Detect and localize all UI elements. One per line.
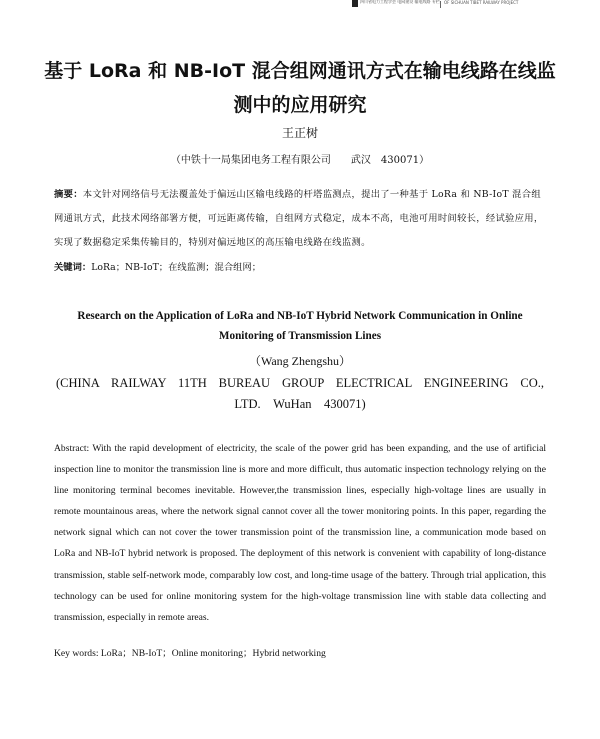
journal-header-right: OF SICHUAN TIBET RAILWAY PROJECT bbox=[444, 0, 519, 5]
affiliation-en-line2: LTD. WuHan 430071) bbox=[234, 397, 366, 411]
keywords-cn-text: LoRa；NB-IoT；在线监测；混合组网； bbox=[91, 262, 262, 273]
keywords-en bbox=[54, 645, 546, 659]
journal-logo-icon bbox=[352, 0, 358, 7]
title-cn-line2: 测中的应用研究 bbox=[233, 94, 367, 116]
affiliation-en-line1: (CHINA RAILWAY 11TH BUREAU GROUP ELECTRICAL ENGINEERING CO., bbox=[56, 376, 544, 390]
affiliation-cn: （中铁十一局集团电务工程有限公司 武汉 430071） bbox=[170, 155, 430, 166]
journal-header-left: 四川省电力工程学会 电网建设 输电线路 专栏 bbox=[360, 0, 440, 4]
abstract-en-text: With the rapid development of electricity, the scale of the power grid has been expanding, and the use of artificial inspection line to monitor the transmission line is more and more difficult, thus automatic inspection technology relying on the line monitoring terminal becomes inevitable. However,the transmission lines, especially high-voltage lines are usually in remote mountainous areas, where the network signal cannot cover all the tower monitoring points. In this paper, regarding the network signal which can not cover the tower transmission point of the transmission line, a communication mode based on LoRa and NB-IoT hybrid network is proposed. The deployment of this network is convenient with capability of long-distance transmission, stable self-network mode, comparably low cost, and long-time usage of the battery. Through trial application, this technology can be used for online monitoring system for the high-voltage transmission line with stable data collecting and transmission, especially in remote areas. bbox=[54, 443, 546, 623]
keywords-cn bbox=[54, 259, 549, 273]
abstract-en-label: Abstract: bbox=[54, 443, 90, 454]
abstract-cn bbox=[54, 183, 549, 255]
title-cn-line1: 基于 LoRa 和 NB-IoT 混合组网通讯方式在输电线路在线监 bbox=[44, 60, 556, 82]
journal-header bbox=[352, 0, 600, 8]
author-en: （Wang Zhengshu） bbox=[248, 354, 352, 368]
keywords-cn-label: 关键词： bbox=[54, 262, 92, 273]
keywords-en-text: LoRa；NB-IoT；Online monitoring；Hybrid networking bbox=[98, 648, 326, 659]
abstract-en bbox=[54, 438, 546, 628]
keywords-en-label: Key words: bbox=[54, 648, 99, 659]
author-cn: 王正树 bbox=[281, 126, 318, 140]
abstract-cn-text: 本文针对网络信号无法覆盖处于偏远山区输电线路的杆塔监测点，提出了一种基于 LoRa 和 NB-IoT 混合组网通讯方式，此技术网络部署方便，可远距离传输，自组网方式稳定，成本不高，电池可用时间较长，经试验应用，实现了数据稳定采集传输目的，特别对偏远地区的高压输电线路在线监测。 bbox=[54, 189, 544, 248]
abstract-cn-label: 摘要： bbox=[54, 189, 83, 200]
header-divider bbox=[440, 1, 441, 8]
title-en-line2: Monitoring of Transmission Lines bbox=[218, 330, 382, 342]
title-en-line1: Research on the Application of LoRa and NB-IoT Hybrid Network Communication in Online bbox=[77, 310, 523, 322]
